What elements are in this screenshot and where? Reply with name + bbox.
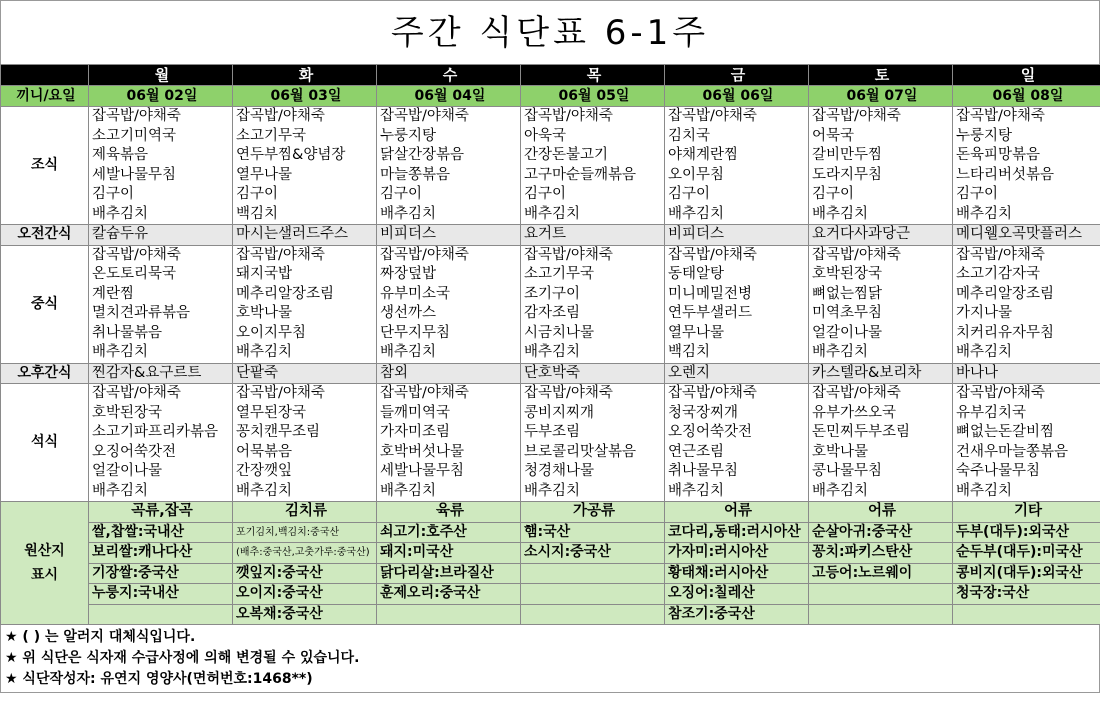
origin-row (1, 522, 1100, 543)
menu-row (1, 343, 1100, 363)
menu-item: 소고기무국 (233, 127, 377, 147)
menu-item: 얼갈이나물 (89, 462, 233, 482)
menu-item: 연두부찜&양념장 (233, 146, 377, 166)
menu-item: 배추김치 (377, 205, 521, 225)
menu-item: 배추김치 (665, 482, 809, 502)
menu-item: 배추김치 (953, 205, 1100, 225)
menu-item: 짜장덮밥 (377, 265, 521, 285)
menu-item: 시금치나물 (521, 324, 665, 344)
menu-item: 백김치 (233, 205, 377, 225)
menu-item: 배추김치 (89, 482, 233, 502)
menu-item: 배추김치 (233, 343, 377, 363)
menu-item: 느타리버섯볶음 (953, 166, 1100, 186)
snack-item: 요거다사과당근 (809, 225, 953, 246)
snack-row-am_snack (1, 225, 1100, 246)
date-cell: 06월 03일 (233, 86, 377, 107)
menu-item: 배추김치 (809, 482, 953, 502)
menu-item: 호박나물 (809, 443, 953, 463)
menu-item: 콩비지찌개 (521, 404, 665, 424)
origin-item: 기장쌀:중국산 (89, 563, 233, 584)
menu-item: 호박나물 (233, 304, 377, 324)
menu-item: 호박된장국 (809, 265, 953, 285)
menu-row (1, 304, 1100, 324)
menu-item: 잡곡밥/야채죽 (809, 107, 953, 127)
menu-item: 잡곡밥/야채죽 (89, 245, 233, 265)
menu-item: 꽁치캔무조림 (233, 423, 377, 443)
origin-item: 깻잎지:중국산 (233, 563, 377, 584)
menu-row (1, 384, 1100, 404)
menu-item: 호박된장국 (89, 404, 233, 424)
snack-item: 단호박죽 (521, 363, 665, 384)
menu-item: 김구이 (521, 185, 665, 205)
menu-item: 가지나물 (953, 304, 1100, 324)
origin-category: 김치류 (233, 502, 377, 523)
day-cell: 수 (377, 65, 521, 86)
origin-item: 고등어:노르웨이 (809, 563, 953, 584)
menu-item: 돼지국밥 (233, 265, 377, 285)
menu-item: 고구마순들깨볶음 (521, 166, 665, 186)
snack-item: 오렌지 (665, 363, 809, 384)
origin-item: 햄:국산 (521, 522, 665, 543)
menu-item: 누룽지탕 (953, 127, 1100, 147)
menu-item: 소고기미역국 (89, 127, 233, 147)
menu-item: 배추김치 (233, 482, 377, 502)
menu-item: 단무지무침 (377, 324, 521, 344)
snack-item: 메디웰오곡맛플러스 (953, 225, 1100, 246)
menu-item: 소고기감자국 (953, 265, 1100, 285)
menu-item: 잡곡밥/야채죽 (89, 384, 233, 404)
origin-header-row (1, 502, 1100, 523)
menu-item: 돈민찌두부조림 (809, 423, 953, 443)
menu-item: 배추김치 (377, 482, 521, 502)
snack-item: 참외 (377, 363, 521, 384)
menu-item: 메추리알장조림 (233, 285, 377, 305)
menu-item: 온도토리묵국 (89, 265, 233, 285)
origin-item (809, 584, 953, 605)
menu-item: 생선까스 (377, 304, 521, 324)
menu-item: 잡곡밥/야채죽 (953, 107, 1100, 127)
menu-row (1, 205, 1100, 225)
origin-item: 쌀,찹쌀:국내산 (89, 522, 233, 543)
menu-item: 배추김치 (953, 482, 1100, 502)
menu-item: 청경채나물 (521, 462, 665, 482)
menu-item: 유부김치국 (953, 404, 1100, 424)
menu-row (1, 404, 1100, 424)
menu-item: 배추김치 (809, 343, 953, 363)
menu-item: 세발나물무침 (377, 462, 521, 482)
menu-item: 닭살간장볶음 (377, 146, 521, 166)
menu-item: 배추김치 (521, 482, 665, 502)
origin-item: 두부(대두):외국산 (953, 522, 1100, 543)
origin-item: 닭다리살:브라질산 (377, 563, 521, 584)
snack-row-pm_snack (1, 363, 1100, 384)
menu-item: 잡곡밥/야채죽 (665, 384, 809, 404)
day-header-row (1, 65, 1100, 86)
menu-item: 잡곡밥/야채죽 (377, 384, 521, 404)
origin-item: 순두부(대두):미국산 (953, 543, 1100, 564)
snack-item: 찐감자&요구르트 (89, 363, 233, 384)
origin-category: 기타 (953, 502, 1100, 523)
menu-item: 뼈없는찜닭 (809, 285, 953, 305)
menu-row (1, 423, 1100, 443)
meal-label-dinner: 석식 (1, 384, 89, 502)
menu-item: 유부미소국 (377, 285, 521, 305)
menu-item: 잡곡밥/야채죽 (665, 245, 809, 265)
menu-row (1, 166, 1100, 186)
menu-item: 열무나물 (233, 166, 377, 186)
menu-item: 잡곡밥/야채죽 (809, 245, 953, 265)
origin-item: 오복채:중국산 (233, 604, 377, 625)
origin-row (1, 563, 1100, 584)
origin-label (1, 502, 89, 625)
origin-item: 누룽지:국내산 (89, 584, 233, 605)
origin-item: 쇠고기:호주산 (377, 522, 521, 543)
notes (0, 625, 1100, 693)
meal-day-label: 끼니/요일 (1, 86, 89, 107)
menu-item: 오징어쑥갓전 (89, 443, 233, 463)
menu-item: 오이지무침 (233, 324, 377, 344)
menu-item: 열무된장국 (233, 404, 377, 424)
menu-item: 얼갈이나물 (809, 324, 953, 344)
menu-item: 김구이 (953, 185, 1100, 205)
menu-item: 오징어쑥갓전 (665, 423, 809, 443)
date-cell: 06월 07일 (809, 86, 953, 107)
menu-row (1, 285, 1100, 305)
menu-item: 취나물볶음 (89, 324, 233, 344)
menu-item: 어묵국 (809, 127, 953, 147)
menu-item: 조기구이 (521, 285, 665, 305)
origin-row (1, 543, 1100, 564)
menu-row (1, 324, 1100, 344)
menu-item: 취나물무침 (665, 462, 809, 482)
origin-item (521, 604, 665, 625)
menu-item: 미니메밀전병 (665, 285, 809, 305)
menu-item: 배추김치 (809, 205, 953, 225)
menu-item: 소고기파프리카볶음 (89, 423, 233, 443)
origin-item (521, 584, 665, 605)
origin-label-line1: 원산지 (24, 543, 65, 559)
menu-item: 숙주나물무침 (953, 462, 1100, 482)
origin-item: 훈제오리:중국산 (377, 584, 521, 605)
menu-item: 누룽지탕 (377, 127, 521, 147)
snack-item: 비피더스 (665, 225, 809, 246)
note-change: ★ 위 식단은 식자재 수급사정에 의해 변경될 수 있습니다. (5, 650, 360, 666)
menu-item: 들깨미역국 (377, 404, 521, 424)
menu-item: 배추김치 (89, 343, 233, 363)
menu-item: 메추리알장조림 (953, 285, 1100, 305)
menu-item: 멸치견과류볶음 (89, 304, 233, 324)
meal-label-lunch: 중식 (1, 245, 89, 363)
menu-item: 잡곡밥/야채죽 (953, 384, 1100, 404)
menu-item: 잡곡밥/야채죽 (953, 245, 1100, 265)
snack-item: 단팥죽 (233, 363, 377, 384)
menu-item: 백김치 (665, 343, 809, 363)
menu-item: 마늘쫑볶음 (377, 166, 521, 186)
origin-item (953, 604, 1100, 625)
origin-item: 가자미:러시아산 (665, 543, 809, 564)
origin-item: 소시지:중국산 (521, 543, 665, 564)
origin-item: 보리쌀:캐나다산 (89, 543, 233, 564)
menu-item: 배추김치 (665, 205, 809, 225)
menu-item: 간장돈불고기 (521, 146, 665, 166)
menu-item: 김치국 (665, 127, 809, 147)
date-cell: 06월 08일 (953, 86, 1100, 107)
origin-item: 콩비지(대두):외국산 (953, 563, 1100, 584)
menu-row (1, 482, 1100, 502)
menu-item: 동태알탕 (665, 265, 809, 285)
origin-label-line2: 표시 (30, 567, 59, 583)
menu-item: 잡곡밥/야채죽 (377, 107, 521, 127)
menu-item: 잡곡밥/야채죽 (521, 384, 665, 404)
snack-item: 요거트 (521, 225, 665, 246)
corner-cell (1, 65, 89, 86)
menu-item: 김구이 (233, 185, 377, 205)
menu-item: 연근조림 (665, 443, 809, 463)
origin-item (89, 604, 233, 625)
origin-category: 가공류 (521, 502, 665, 523)
menu-item: 연두부샐러드 (665, 304, 809, 324)
origin-item: 오징어:칠레산 (665, 584, 809, 605)
day-cell: 화 (233, 65, 377, 86)
menu-item: 호박버섯나물 (377, 443, 521, 463)
origin-category: 어류 (809, 502, 953, 523)
menu-item: 김구이 (377, 185, 521, 205)
menu-item: 소고기무국 (521, 265, 665, 285)
origin-item: 참조기:중국산 (665, 604, 809, 625)
menu-row (1, 245, 1100, 265)
date-cell: 06월 06일 (665, 86, 809, 107)
menu-item: 가자미조림 (377, 423, 521, 443)
menu-item: 감자조림 (521, 304, 665, 324)
menu-item: 건새우마늘쫑볶음 (953, 443, 1100, 463)
menu-item: 잡곡밥/야채죽 (521, 245, 665, 265)
day-cell: 월 (89, 65, 233, 86)
menu-item: 배추김치 (89, 205, 233, 225)
origin-item: 돼지:미국산 (377, 543, 521, 564)
menu-item: 뼈없는돈갈비찜 (953, 423, 1100, 443)
menu-item: 유부가쓰오국 (809, 404, 953, 424)
origin-item: (배추:중국산,고춧가루:중국산) (233, 543, 377, 564)
menu-item: 김구이 (809, 185, 953, 205)
menu-item: 제육볶음 (89, 146, 233, 166)
date-header-row (1, 86, 1100, 107)
day-cell: 목 (521, 65, 665, 86)
origin-category: 곡류,잡곡 (89, 502, 233, 523)
menu-item: 돈육피망볶음 (953, 146, 1100, 166)
origin-item (809, 604, 953, 625)
menu-item: 도라지무침 (809, 166, 953, 186)
origin-item: 청국장:국산 (953, 584, 1100, 605)
menu-row (1, 127, 1100, 147)
menu-item: 세발나물무침 (89, 166, 233, 186)
menu-item: 김구이 (665, 185, 809, 205)
menu-item: 청국장찌개 (665, 404, 809, 424)
menu-item: 계란찜 (89, 285, 233, 305)
menu-item: 열무나물 (665, 324, 809, 344)
menu-item: 콩나물무침 (809, 462, 953, 482)
menu-item: 간장깻잎 (233, 462, 377, 482)
menu-item: 잡곡밥/야채죽 (377, 245, 521, 265)
menu-item: 김구이 (89, 185, 233, 205)
menu-item: 치커리유자무침 (953, 324, 1100, 344)
menu-table (0, 64, 1100, 625)
menu-item: 잡곡밥/야채죽 (233, 384, 377, 404)
menu-item: 두부조림 (521, 423, 665, 443)
menu-row (1, 265, 1100, 285)
date-cell: 06월 05일 (521, 86, 665, 107)
day-cell: 토 (809, 65, 953, 86)
menu-item: 배추김치 (953, 343, 1100, 363)
origin-row (1, 604, 1100, 625)
date-cell: 06월 02일 (89, 86, 233, 107)
day-cell: 일 (953, 65, 1100, 86)
meal-label-breakfast: 조식 (1, 107, 89, 225)
menu-item: 브로콜리맛살볶음 (521, 443, 665, 463)
origin-item: 황태채:러시아산 (665, 563, 809, 584)
origin-item: 포기김치,백김치:중국산 (233, 522, 377, 543)
menu-item: 어묵볶음 (233, 443, 377, 463)
menu-row (1, 185, 1100, 205)
origin-category: 육류 (377, 502, 521, 523)
menu-item: 잡곡밥/야채죽 (521, 107, 665, 127)
menu-item: 야채계란찜 (665, 146, 809, 166)
meal-label-pm_snack: 오후간식 (1, 363, 89, 384)
page-title: 주간 식단표 6-1주 (0, 0, 1100, 64)
menu-item: 오이무침 (665, 166, 809, 186)
snack-item: 마시는샐러드주스 (233, 225, 377, 246)
day-cell: 금 (665, 65, 809, 86)
menu-item: 배추김치 (521, 205, 665, 225)
origin-item: 코다리,동태:러시아산 (665, 522, 809, 543)
meal-label-am_snack: 오전간식 (1, 225, 89, 246)
date-cell: 06월 04일 (377, 86, 521, 107)
origin-item: 오이지:중국산 (233, 584, 377, 605)
menu-item: 잡곡밥/야채죽 (809, 384, 953, 404)
menu-row (1, 462, 1100, 482)
origin-row (1, 584, 1100, 605)
origin-item (377, 604, 521, 625)
menu-item: 배추김치 (521, 343, 665, 363)
menu-row (1, 443, 1100, 463)
menu-item: 잡곡밥/야채죽 (665, 107, 809, 127)
menu-row (1, 146, 1100, 166)
menu-item: 갈비만두찜 (809, 146, 953, 166)
menu-item: 잡곡밥/야채죽 (89, 107, 233, 127)
note-author: ★ 식단작성자: 유연지 영양사(면허번호:1468**) (5, 671, 313, 687)
menu-item: 배추김치 (377, 343, 521, 363)
menu-item: 미역초무침 (809, 304, 953, 324)
snack-item: 비피더스 (377, 225, 521, 246)
origin-item: 꽁치:파키스탄산 (809, 543, 953, 564)
snack-item: 바나나 (953, 363, 1100, 384)
origin-category: 어류 (665, 502, 809, 523)
menu-item: 잡곡밥/야채죽 (233, 107, 377, 127)
menu-item: 아욱국 (521, 127, 665, 147)
menu-item: 잡곡밥/야채죽 (233, 245, 377, 265)
origin-item: 순살아귀:중국산 (809, 522, 953, 543)
note-allergy: ★ ( ) 는 알러지 대체식입니다. (5, 629, 196, 645)
snack-item: 칼슘두유 (89, 225, 233, 246)
snack-item: 카스텔라&보리차 (809, 363, 953, 384)
origin-item (521, 563, 665, 584)
menu-row (1, 107, 1100, 127)
